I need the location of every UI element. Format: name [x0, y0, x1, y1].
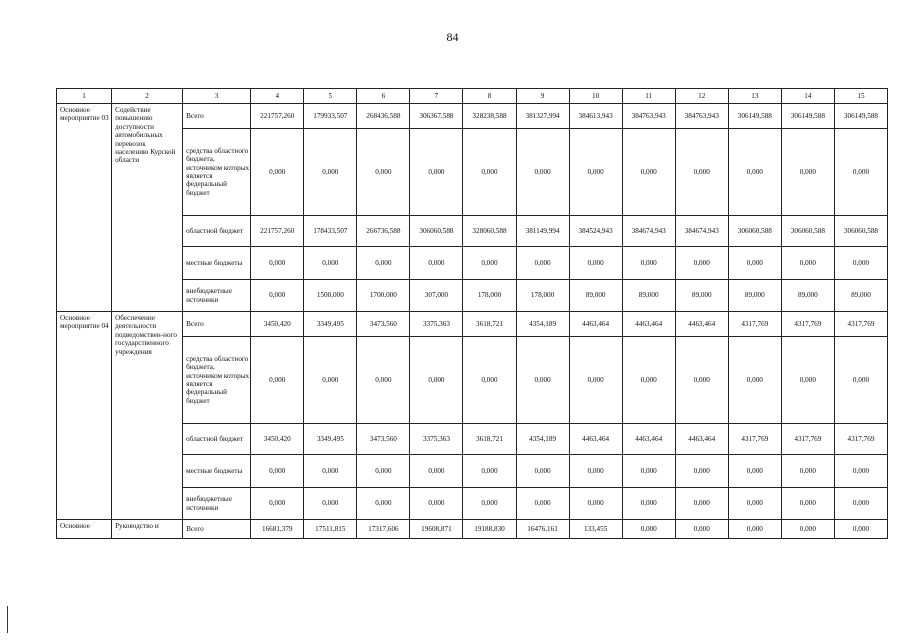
value-cell: 16476,161	[516, 520, 569, 539]
value-cell: 0,000	[516, 455, 569, 488]
value-cell: 3618,721	[463, 424, 516, 455]
column-header: 14	[781, 89, 834, 104]
value-cell: 0,000	[410, 247, 463, 280]
value-cell: 328238,588	[463, 104, 516, 129]
value-cell: 4354,189	[516, 424, 569, 455]
value-cell: 0,000	[516, 488, 569, 520]
table-row	[57, 520, 888, 539]
value-cell: 268436,588	[357, 104, 410, 129]
value-cell: 0,000	[357, 129, 410, 216]
value-cell: 19608,871	[410, 520, 463, 539]
value-cell: 0,000	[622, 247, 675, 280]
value-cell: 0,000	[834, 337, 887, 424]
value-cell: 0,000	[834, 455, 887, 488]
value-cell: 0,000	[357, 337, 410, 424]
value-cell: 0,000	[569, 337, 622, 424]
value-cell: 0,000	[251, 280, 304, 312]
value-cell: 384763,943	[622, 104, 675, 129]
value-cell: 0,000	[463, 455, 516, 488]
description-cell: Содействие повышению доступности автомобильных перевозок населению Курской области	[112, 104, 183, 312]
value-cell: 3618,721	[463, 312, 516, 337]
value-cell: 0,000	[251, 455, 304, 488]
value-cell: 3375,363	[410, 424, 463, 455]
value-cell: 328060,588	[463, 216, 516, 247]
value-cell: 4463,464	[675, 312, 728, 337]
value-cell: 0,000	[569, 129, 622, 216]
value-cell: 3375,363	[410, 312, 463, 337]
value-cell: 178,000	[516, 280, 569, 312]
value-cell: 0,000	[622, 488, 675, 520]
column-header: 4	[251, 89, 304, 104]
value-cell: 0,000	[781, 488, 834, 520]
value-cell: 4463,464	[622, 312, 675, 337]
value-cell: 17317,606	[357, 520, 410, 539]
value-cell: 0,000	[463, 247, 516, 280]
page-number: 84	[446, 30, 459, 44]
value-cell: 4354,189	[516, 312, 569, 337]
value-cell: 89,000	[622, 280, 675, 312]
table-body	[57, 104, 888, 539]
value-cell: 221757,260	[251, 104, 304, 129]
value-cell: 384613,943	[569, 104, 622, 129]
value-cell: 0,000	[728, 247, 781, 280]
column-header: 10	[569, 89, 622, 104]
value-cell: 0,000	[463, 129, 516, 216]
value-cell: 89,000	[834, 280, 887, 312]
value-cell: 0,000	[781, 455, 834, 488]
value-cell: 3450,420	[251, 312, 304, 337]
value-cell: 0,000	[569, 455, 622, 488]
value-cell: 0,000	[728, 337, 781, 424]
value-cell: 0,000	[410, 455, 463, 488]
value-cell: 1500,000	[304, 280, 357, 312]
value-cell: 3473,560	[357, 424, 410, 455]
value-cell: 384763,943	[675, 104, 728, 129]
value-cell: 0,000	[569, 247, 622, 280]
value-cell: 0,000	[675, 247, 728, 280]
value-cell: 4317,769	[728, 312, 781, 337]
value-cell: 178433,507	[304, 216, 357, 247]
value-cell: 4463,464	[569, 312, 622, 337]
value-cell: 19188,830	[463, 520, 516, 539]
column-header: 15	[834, 89, 887, 104]
value-cell: 4317,769	[781, 424, 834, 455]
value-cell: 0,000	[516, 129, 569, 216]
funding-source-cell: средства областного бюджета, источником которых является федеральный бюджет	[183, 129, 251, 216]
value-cell: 0,000	[251, 488, 304, 520]
value-cell: 0,000	[251, 337, 304, 424]
value-cell: 221757,260	[251, 216, 304, 247]
event-cell: Основное мероприятие 04	[57, 312, 112, 520]
value-cell: 16681,379	[251, 520, 304, 539]
value-cell: 0,000	[410, 488, 463, 520]
value-cell: 179933,507	[304, 104, 357, 129]
value-cell: 4463,464	[675, 424, 728, 455]
description-cell: Обеспечение деятельности подведомствен-ного государственного учреждения	[112, 312, 183, 520]
column-header: 7	[410, 89, 463, 104]
value-cell: 306060,588	[834, 216, 887, 247]
value-cell: 0,000	[410, 129, 463, 216]
column-header: 13	[728, 89, 781, 104]
column-header: 3	[183, 89, 251, 104]
column-header: 1	[57, 89, 112, 104]
description-cell: Руководство и	[112, 520, 183, 539]
value-cell: 3450,420	[251, 424, 304, 455]
funding-source-cell: местные бюджеты	[183, 247, 251, 280]
column-header: 12	[675, 89, 728, 104]
value-cell: 0,000	[357, 488, 410, 520]
value-cell: 0,000	[622, 129, 675, 216]
value-cell: 0,000	[357, 455, 410, 488]
value-cell: 306060,588	[410, 216, 463, 247]
value-cell: 4463,464	[569, 424, 622, 455]
value-cell: 0,000	[834, 247, 887, 280]
funding-source-cell: областной бюджет	[183, 424, 251, 455]
value-cell: 0,000	[728, 488, 781, 520]
value-cell: 0,000	[728, 455, 781, 488]
value-cell: 0,000	[622, 455, 675, 488]
value-cell: 381149,994	[516, 216, 569, 247]
value-cell: 89,000	[728, 280, 781, 312]
value-cell: 0,000	[251, 129, 304, 216]
value-cell: 0,000	[304, 247, 357, 280]
value-cell: 17511,815	[304, 520, 357, 539]
funding-source-cell: местные бюджеты	[183, 455, 251, 488]
value-cell: 306060,588	[728, 216, 781, 247]
value-cell: 0,000	[834, 129, 887, 216]
value-cell: 0,000	[675, 337, 728, 424]
value-cell: 3349,495	[304, 424, 357, 455]
value-cell: 0,000	[304, 488, 357, 520]
column-header: 6	[357, 89, 410, 104]
value-cell: 89,000	[569, 280, 622, 312]
value-cell: 306060,588	[781, 216, 834, 247]
value-cell: 0,000	[834, 488, 887, 520]
value-cell: 0,000	[463, 488, 516, 520]
value-cell: 384674,943	[622, 216, 675, 247]
value-cell: 306367,588	[410, 104, 463, 129]
value-cell: 0,000	[304, 455, 357, 488]
value-cell: 3349,495	[304, 312, 357, 337]
value-cell: 0,000	[569, 488, 622, 520]
event-cell: Основное мероприятие 03	[57, 104, 112, 312]
column-header: 9	[516, 89, 569, 104]
value-cell: 306149,588	[728, 104, 781, 129]
value-cell: 0,000	[675, 129, 728, 216]
value-cell: 0,000	[357, 247, 410, 280]
funding-source-cell: Всего	[183, 520, 251, 539]
value-cell: 0,000	[410, 337, 463, 424]
column-header: 11	[622, 89, 675, 104]
column-header: 2	[112, 89, 183, 104]
value-cell: 384674,943	[675, 216, 728, 247]
value-cell: 4317,769	[781, 312, 834, 337]
header-row	[57, 89, 888, 104]
value-cell: 0,000	[781, 247, 834, 280]
table-row	[57, 312, 888, 337]
funding-source-cell: внебюджетные источники	[183, 488, 251, 520]
value-cell: 306149,588	[781, 104, 834, 129]
margin-line	[7, 606, 8, 633]
funding-source-cell: внебюджетные источники	[183, 280, 251, 312]
table-row	[57, 104, 888, 129]
funding-source-cell: Всего	[183, 104, 251, 129]
value-cell: 0,000	[622, 337, 675, 424]
value-cell: 4463,464	[622, 424, 675, 455]
value-cell: 307,000	[410, 280, 463, 312]
value-cell: 0,000	[781, 337, 834, 424]
value-cell: 4317,769	[834, 424, 887, 455]
funding-source-cell: областной бюджет	[183, 216, 251, 247]
value-cell: 1700,000	[357, 280, 410, 312]
value-cell: 306149,588	[834, 104, 887, 129]
value-cell: 0,000	[675, 488, 728, 520]
value-cell: 0,000	[675, 455, 728, 488]
funding-source-cell: средства областного бюджета, источником которых является федеральный бюджет	[183, 337, 251, 424]
value-cell: 0,000	[304, 129, 357, 216]
value-cell: 178,000	[463, 280, 516, 312]
value-cell: 4317,769	[834, 312, 887, 337]
value-cell: 0,000	[516, 247, 569, 280]
budget-table	[56, 88, 888, 539]
value-cell: 384524,943	[569, 216, 622, 247]
value-cell: 0,000	[834, 520, 887, 539]
value-cell: 0,000	[622, 520, 675, 539]
value-cell: 0,000	[781, 520, 834, 539]
value-cell: 4317,769	[728, 424, 781, 455]
value-cell: 381327,994	[516, 104, 569, 129]
value-cell: 89,000	[781, 280, 834, 312]
value-cell: 266736,588	[357, 216, 410, 247]
value-cell: 0,000	[251, 247, 304, 280]
value-cell: 89,000	[675, 280, 728, 312]
value-cell: 0,000	[728, 520, 781, 539]
event-cell: Основное	[57, 520, 112, 539]
value-cell: 3473,560	[357, 312, 410, 337]
column-header: 8	[463, 89, 516, 104]
value-cell: 0,000	[516, 337, 569, 424]
funding-source-cell: Всего	[183, 312, 251, 337]
value-cell: 0,000	[304, 337, 357, 424]
value-cell: 0,000	[728, 129, 781, 216]
value-cell: 0,000	[781, 129, 834, 216]
value-cell: 133,455	[569, 520, 622, 539]
value-cell: 0,000	[463, 337, 516, 424]
value-cell: 0,000	[675, 520, 728, 539]
column-header: 5	[304, 89, 357, 104]
